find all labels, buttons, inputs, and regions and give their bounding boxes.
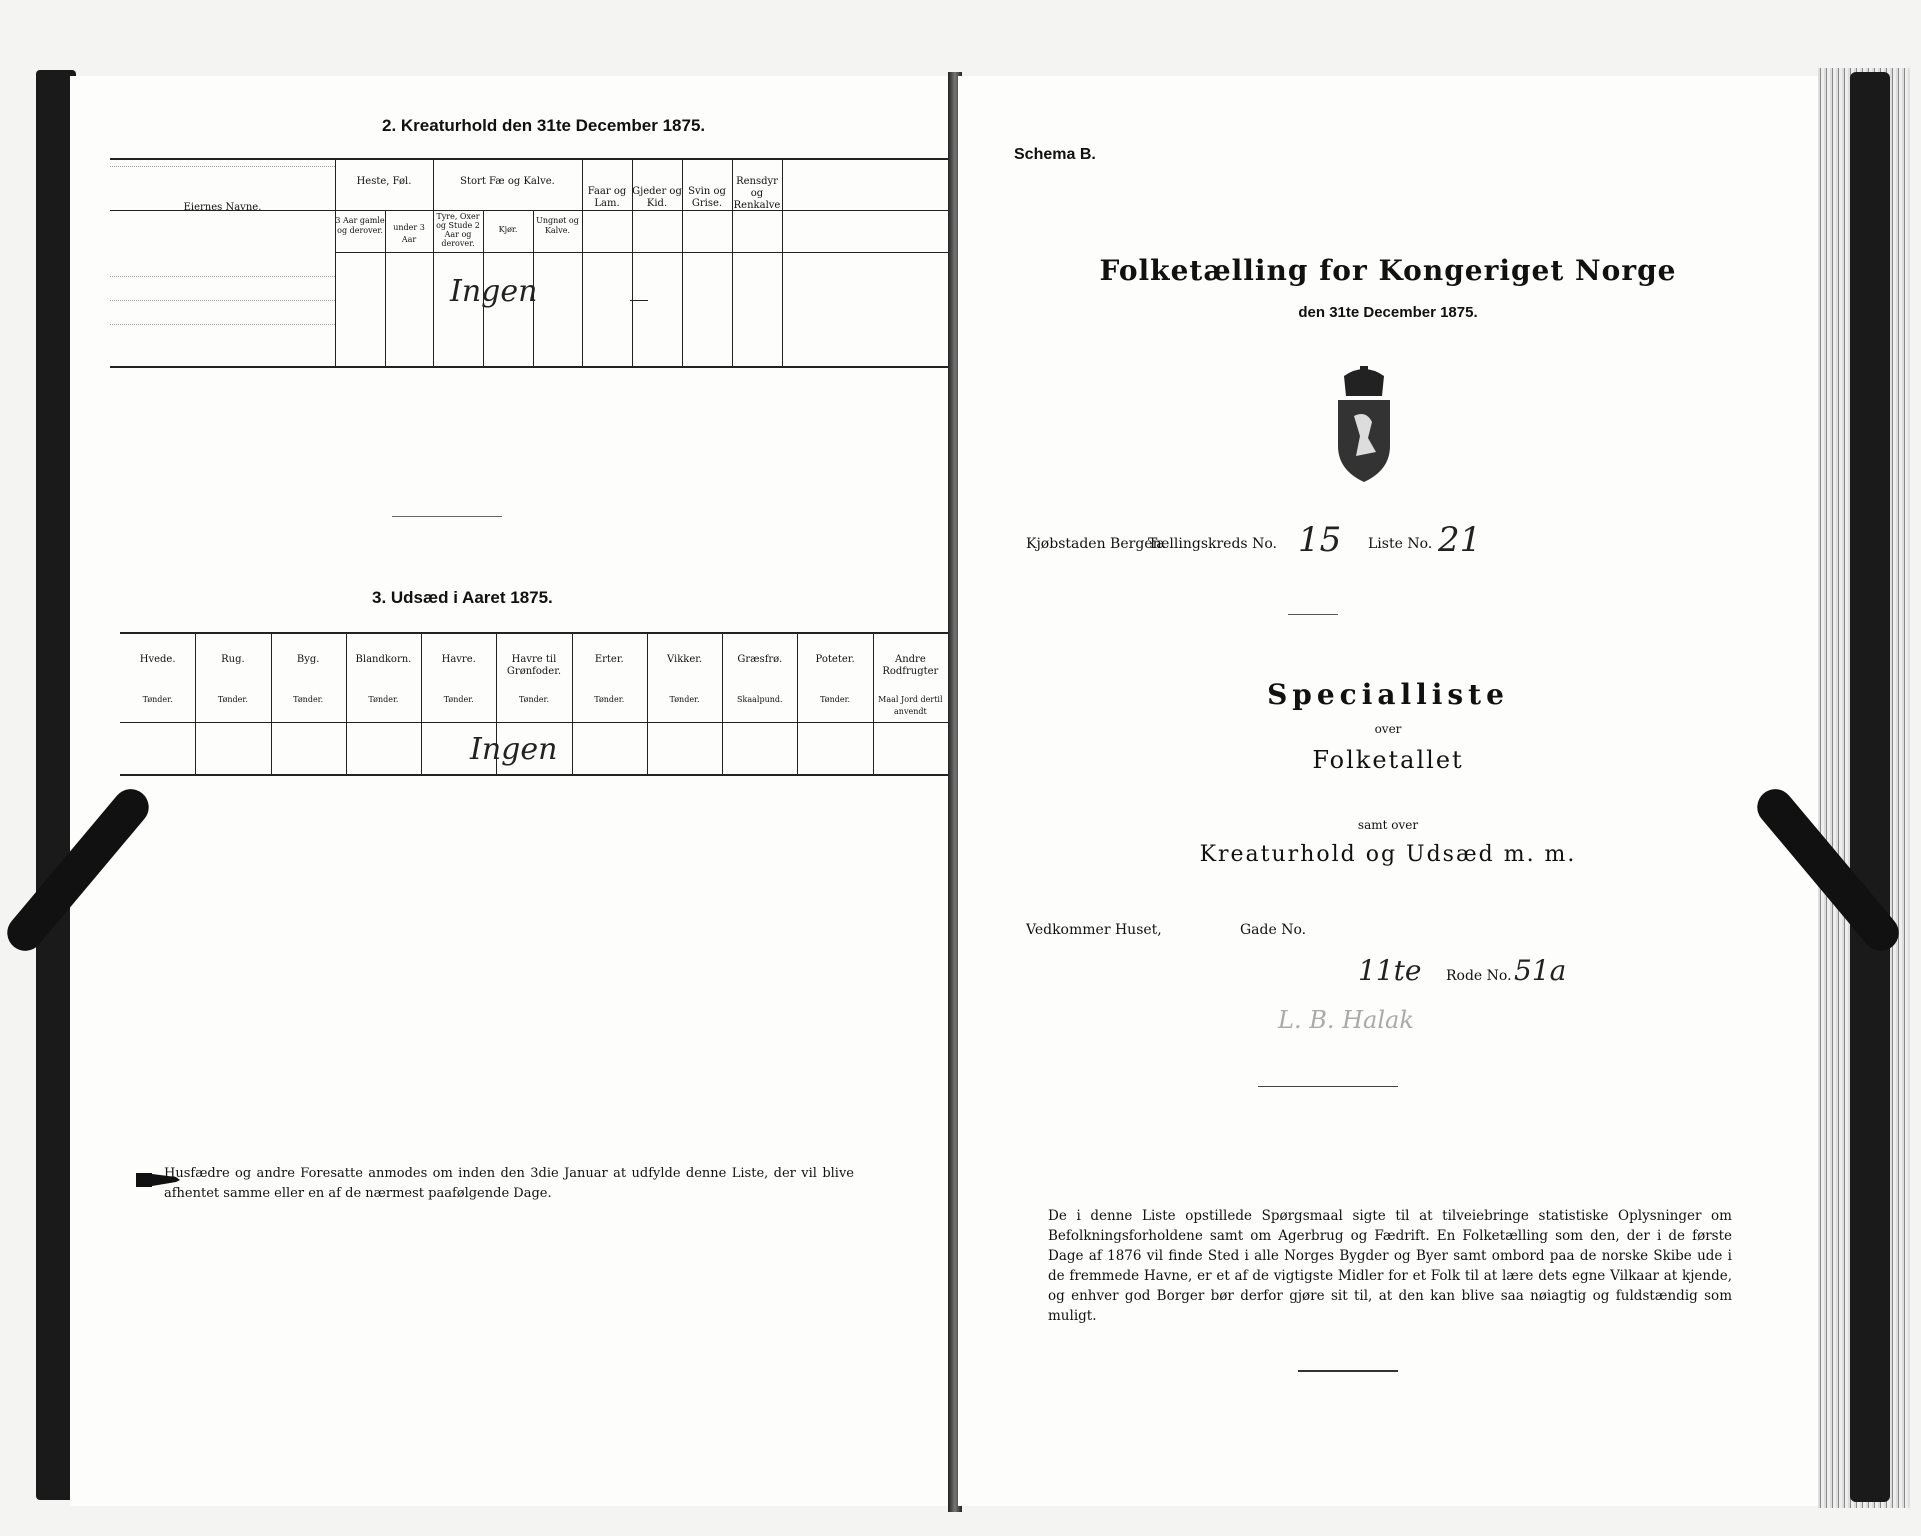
book-cover-right (1850, 72, 1890, 1502)
rode-prefix: 11te (1358, 954, 1422, 987)
cattle-header: Stort Fæ og Kalve. (460, 176, 555, 187)
seed-header-unit: Tønder. (217, 695, 248, 704)
seed-header-unit: Tønder. (669, 695, 700, 704)
seed-header-name: Andre Rodfrugter (882, 654, 939, 677)
horses-under3-header: under 3 Aar (393, 223, 425, 244)
seed-header-unit: Tønder. (443, 695, 474, 704)
reindeer-header: Rensdyr og Renkalve (733, 176, 781, 211)
norwegian-coat-of-arms-icon (1326, 366, 1402, 486)
vedkommer-label: Vedkommer Huset, (1026, 922, 1162, 938)
seed-header-name: Græsfrø. (737, 654, 783, 665)
cattle-young-header: Ungnøt og Kalve. (536, 216, 579, 235)
seed-header-name: Havre til Grønfoder. (506, 654, 562, 677)
seed-header-unit: Tønder. (142, 695, 173, 704)
kjobstaden-label: Kjøbstaden Bergen. (1026, 536, 1167, 552)
samt-over-text: samt over (1357, 818, 1419, 832)
sheep-header: Faar og Lam. (587, 186, 627, 209)
schema-label: Schema B. (1014, 146, 1096, 163)
explanation-paragraph: De i denne Liste opstillede Spørgsmaal sigte til at tilveiebringe statistiske Oplysninger om Befolkningsforholdene samt om Agerbrug og Fædrift. En Folketælling som den, der i de første Dage af 1876 vil finde Sted i alle Norges Bygder og Byer samt ombord paa de norske Skibe ude i de fremmede Havne, er et af de vigtigste Midler for et Folk til at lære dets egne Vilkaar at kjende, og enhver god Borger bør derfor gjøre sit til, at den kan blive saa nøiagtig og fuldstændig som muligt. (1048, 1208, 1732, 1324)
seed-header-name: Byg. (296, 654, 320, 665)
cattle-cows-header: Kjør. (498, 225, 518, 234)
seed-header-name: Rug. (221, 654, 245, 665)
census-date: den 31te December 1875. (1298, 304, 1478, 321)
folketallet-title: Folketallet (1312, 746, 1464, 774)
seed-header-name: Havre. (441, 654, 476, 665)
seed-header-unit: Tønder. (368, 695, 399, 704)
right-page (958, 76, 1818, 1506)
liste-label: Liste No. (1368, 536, 1433, 552)
specialliste-title: Specialliste (1267, 678, 1509, 711)
liste-value: 21 (1438, 520, 1482, 560)
seed-header-name: Vikker. (666, 654, 703, 665)
owner-header: Eiernes Navne. (183, 202, 262, 213)
main-title: Folketælling for Kongeriget Norge (1099, 254, 1677, 287)
horses-header: Heste, Føl. (356, 176, 412, 187)
horses-3y-header: 3 Aar gamle og derover. (335, 216, 385, 235)
seed-header-unit: Skaalpund. (737, 695, 783, 704)
cattle-bulls-header: Tyre, Oxer og Stude 2 Aar og derover. (436, 212, 480, 248)
section3-title: 3. Udsæd i Aaret 1875. (372, 588, 553, 607)
goats-header: Gjeder og Kid. (632, 186, 682, 209)
seed-header-unit: Maal Jord dertil anvendt (878, 695, 943, 716)
seed-header-name: Hvede. (139, 654, 176, 665)
seed-header-unit: Tønder. (518, 695, 549, 704)
seed-header-unit: Tønder. (594, 695, 625, 704)
kreds-value: 15 (1298, 520, 1342, 560)
seed-header-name: Poteter. (815, 654, 855, 665)
seed-header-name: Blandkorn. (355, 654, 412, 665)
kreds-label: Tællingskreds No. (1148, 536, 1277, 552)
left-page (70, 76, 950, 1506)
kreaturhold-title: Kreaturhold og Udsæd m. m. (1199, 842, 1577, 867)
over-text: over (1374, 722, 1402, 736)
gade-label: Gade No. (1240, 922, 1307, 938)
pigs-header: Svin og Grise. (688, 186, 726, 209)
rode-label: Rode No. (1446, 968, 1512, 984)
seed-header-unit: Tønder. (293, 695, 324, 704)
livestock-handwritten-entry: Ingen (450, 274, 538, 309)
footnote: Husfædre og andre Foresatte anmodes om inden den 3die Januar at udfylde denne Liste, der vil blive afhentet samme eller en af de nærmest paafølgende Dage. (164, 1166, 854, 1201)
faded-signature: L. B. Halak (1278, 1006, 1414, 1034)
rode-value: 51a (1514, 954, 1567, 987)
seed-header-unit: Tønder. (820, 695, 851, 704)
seed-header-name: Erter. (594, 654, 624, 665)
section2-title: 2. Kreaturhold den 31te December 1875. (382, 116, 706, 135)
seed-handwritten-entry: Ingen (470, 732, 558, 767)
